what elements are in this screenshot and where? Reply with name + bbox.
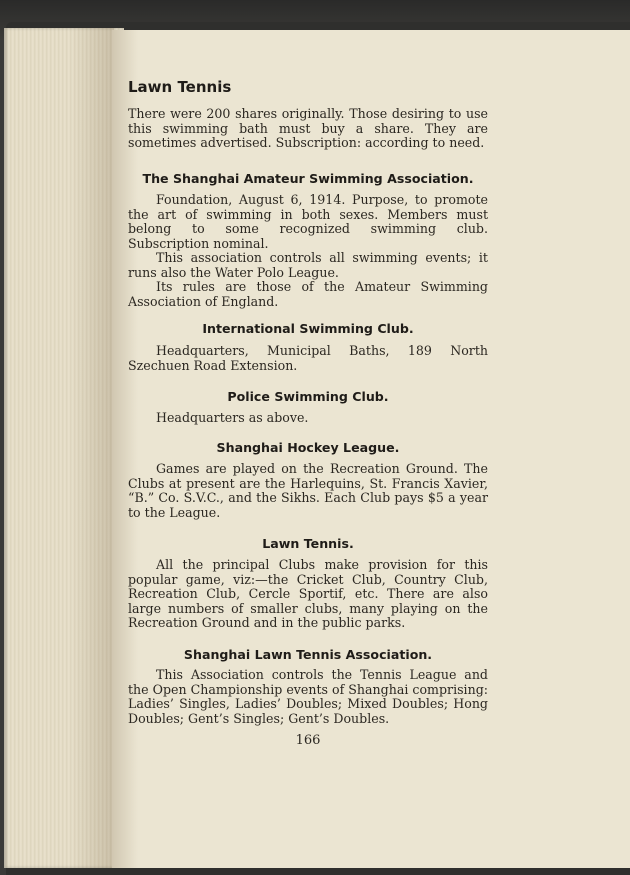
heading-lawn-tennis-association: Shanghai Lawn Tennis Association. — [183, 647, 433, 662]
heading-shanghai-amateur-swimming: The Shanghai Amateur Swimming Association. — [142, 171, 474, 186]
running-head: Lawn Tennis — [128, 78, 232, 96]
page-edges-shadow — [70, 28, 114, 868]
paragraph-international-hq: Headquarters, Municipal Baths, 189 North Szechuen Road Extension. — [128, 343, 488, 373]
paragraph-tennis-association: This Association controls the Tennis League and the Open Championship events of Shanghai comprising: Ladies’ Singles, Ladies’ Doubles; Mixed Doubles; Hong Doubles; Gent’s Singles; Gent’s Doubles. — [128, 667, 488, 726]
page-number: 166 — [295, 733, 321, 748]
paragraph-foundation: Foundation, August 6, 1914. Purpose, to promote the art of swimming in both sexes. Members must belong to some recognized swimming club. Subscription nominal. — [128, 192, 488, 251]
paragraph-controls-events: This association controls all swimming events; it runs also the Water Polo League. — [128, 250, 488, 280]
paragraph-rules: Its rules are those of the Amateur Swimming Association of England. — [128, 279, 488, 309]
paragraph-lawn-tennis: All the principal Clubs make provision for this popular game, viz:—the Cricket Club, Country Club, Recreation Club, Cercle Sportif, etc. There are also large numbers of smaller clubs, many playing on the Recreation Ground and in the public parks. — [128, 557, 488, 631]
paragraph-police-hq: Headquarters as above. — [156, 410, 309, 425]
heading-hockey-league: Shanghai Hockey League. — [216, 440, 400, 455]
heading-lawn-tennis: Lawn Tennis. — [262, 536, 354, 551]
heading-international-swimming: International Swimming Club. — [202, 321, 414, 336]
paragraph-shares: There were 200 shares originally. Those desiring to use this swimming bath must buy a share. They are sometimes advertised. Subscription: according to need. — [128, 106, 488, 151]
heading-police-swimming: Police Swimming Club. — [227, 389, 389, 404]
paragraph-hockey: Games are played on the Recreation Ground. The Clubs at present are the Harlequins, St. Francis Xavier, “B.” Co. S.V.C., and the Sikhs. Each Club pays $5 a year to the League. — [128, 461, 488, 520]
